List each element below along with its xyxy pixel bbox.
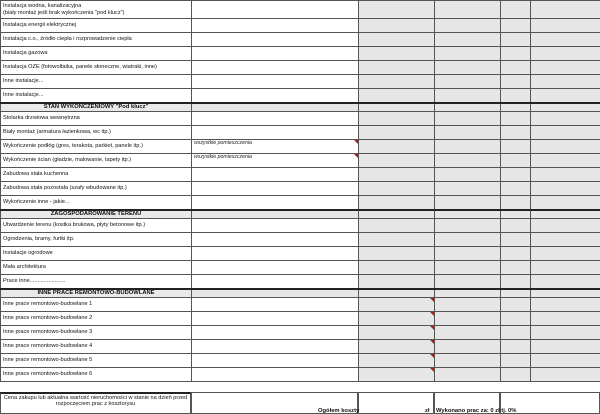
row-label: Instalacja gazowa bbox=[3, 50, 48, 57]
cell[interactable] bbox=[501, 47, 531, 61]
row-label-cell[interactable] bbox=[1, 126, 192, 140]
cell bbox=[359, 210, 435, 219]
cell[interactable] bbox=[531, 298, 600, 312]
cell[interactable] bbox=[501, 354, 531, 368]
cell[interactable] bbox=[501, 1, 531, 19]
cell bbox=[359, 103, 435, 112]
table-row bbox=[1, 168, 600, 182]
cell[interactable] bbox=[192, 275, 359, 289]
cell[interactable] bbox=[359, 19, 435, 33]
cell[interactable] bbox=[435, 47, 501, 61]
cell[interactable] bbox=[531, 247, 600, 261]
cell[interactable] bbox=[359, 196, 435, 210]
row-label-cell[interactable] bbox=[1, 219, 192, 233]
cell[interactable] bbox=[359, 89, 435, 103]
cell[interactable] bbox=[531, 368, 600, 382]
cell[interactable] bbox=[359, 47, 435, 61]
cell[interactable] bbox=[435, 19, 501, 33]
cell[interactable] bbox=[531, 33, 600, 47]
row-label-cell[interactable] bbox=[1, 182, 192, 196]
row-label: Wykończenie ścian (gładzie, malowanie, tapety itp.) bbox=[3, 157, 132, 164]
cell bbox=[501, 289, 531, 298]
cell[interactable] bbox=[501, 368, 531, 382]
row-label: Stolarka drzwiowa wewnętrzna bbox=[3, 115, 80, 122]
cell[interactable] bbox=[531, 1, 600, 19]
total-costs-label: Ogółem koszty bbox=[318, 408, 360, 414]
table-row bbox=[1, 219, 600, 233]
table-row bbox=[1, 340, 600, 354]
row-label-line: Instalacja wodna, kanalizacyjna bbox=[3, 3, 82, 10]
table-row bbox=[1, 47, 600, 61]
cell-note: wszystkie pomieszczenia bbox=[194, 140, 252, 146]
comment-marker-icon bbox=[430, 312, 434, 316]
cell[interactable] bbox=[359, 233, 435, 247]
cell[interactable] bbox=[192, 368, 359, 382]
cell[interactable] bbox=[359, 275, 435, 289]
cell bbox=[192, 210, 359, 219]
row-label-cell[interactable] bbox=[1, 247, 192, 261]
row-label-cell[interactable] bbox=[1, 140, 192, 154]
table-row bbox=[1, 61, 600, 75]
cell[interactable] bbox=[359, 154, 435, 168]
cell[interactable] bbox=[359, 354, 435, 368]
cell[interactable] bbox=[359, 219, 435, 233]
cell[interactable] bbox=[435, 182, 501, 196]
table-row bbox=[1, 275, 600, 289]
cell[interactable] bbox=[359, 312, 435, 326]
cell[interactable] bbox=[501, 140, 531, 154]
row-label-cell[interactable] bbox=[1, 47, 192, 61]
table-row bbox=[1, 261, 600, 275]
row-label: Wykończenie inne - jakie... bbox=[3, 199, 70, 206]
cell[interactable] bbox=[192, 219, 359, 233]
cell[interactable] bbox=[501, 219, 531, 233]
cell[interactable] bbox=[435, 368, 501, 382]
cell[interactable] bbox=[501, 340, 531, 354]
cell[interactable] bbox=[435, 75, 501, 89]
cell[interactable] bbox=[435, 126, 501, 140]
cell[interactable] bbox=[359, 247, 435, 261]
cell[interactable] bbox=[192, 312, 359, 326]
cell[interactable] bbox=[501, 182, 531, 196]
row-label-cell[interactable] bbox=[1, 340, 192, 354]
cell[interactable] bbox=[531, 112, 600, 126]
section-title: STAN WYKOŃCZENIOWY "Pod klucz" bbox=[1, 103, 192, 112]
cell[interactable] bbox=[359, 75, 435, 89]
table-row bbox=[1, 112, 600, 126]
cell[interactable] bbox=[192, 233, 359, 247]
cell[interactable] bbox=[531, 75, 600, 89]
cell bbox=[501, 103, 531, 112]
row-label-cell[interactable] bbox=[1, 61, 192, 75]
cell[interactable] bbox=[531, 196, 600, 210]
table-row bbox=[1, 126, 600, 140]
cell[interactable] bbox=[435, 261, 501, 275]
row-label: Inne prace remontowo-budowlane 2 bbox=[3, 315, 93, 322]
table-row bbox=[1, 182, 600, 196]
cell[interactable] bbox=[435, 33, 501, 47]
cell[interactable] bbox=[501, 19, 531, 33]
cell[interactable] bbox=[501, 298, 531, 312]
table-row bbox=[1, 75, 600, 89]
cell bbox=[435, 289, 501, 298]
cell bbox=[359, 289, 435, 298]
table-row bbox=[1, 89, 600, 103]
row-label-cell[interactable] bbox=[1, 298, 192, 312]
table-row bbox=[1, 19, 600, 33]
cell[interactable] bbox=[435, 354, 501, 368]
cell[interactable] bbox=[192, 354, 359, 368]
cell[interactable] bbox=[192, 168, 359, 182]
cell[interactable] bbox=[435, 154, 501, 168]
row-label: Inne prace remontowo-budowlane 1 bbox=[3, 301, 93, 308]
cell[interactable] bbox=[435, 247, 501, 261]
row-label: Utwardzenie terenu (kostka brukowa, płyty betonowe itp.) bbox=[3, 222, 146, 229]
row-label-cell[interactable] bbox=[1, 233, 192, 247]
cell bbox=[435, 210, 501, 219]
row-label: Zabudowa stała kuchenna bbox=[3, 171, 69, 178]
comment-marker-icon bbox=[430, 354, 434, 358]
cell[interactable] bbox=[359, 168, 435, 182]
cell[interactable] bbox=[359, 261, 435, 275]
cell[interactable] bbox=[531, 354, 600, 368]
row-label: Mała architektura bbox=[3, 264, 46, 271]
cell[interactable] bbox=[531, 168, 600, 182]
row-label: Inne prace remontowo-budowlane 4 bbox=[3, 343, 93, 350]
cell[interactable] bbox=[359, 112, 435, 126]
cell[interactable] bbox=[359, 340, 435, 354]
row-label: Inne prace remontowo-budowlane 3 bbox=[3, 329, 93, 336]
cell[interactable] bbox=[531, 326, 600, 340]
cell[interactable] bbox=[358, 392, 434, 414]
note-cell[interactable] bbox=[192, 140, 359, 154]
table-row bbox=[1, 33, 600, 47]
row-label-cell[interactable] bbox=[1, 261, 192, 275]
cell[interactable] bbox=[501, 326, 531, 340]
table-row bbox=[1, 298, 600, 312]
cell-note: wszystkie pomieszczenia bbox=[194, 154, 252, 160]
cell[interactable] bbox=[531, 154, 600, 168]
cell[interactable] bbox=[435, 326, 501, 340]
cell[interactable] bbox=[359, 33, 435, 47]
cell[interactable] bbox=[531, 340, 600, 354]
table-row bbox=[1, 1, 600, 19]
row-label-cell[interactable] bbox=[1, 168, 192, 182]
cell[interactable] bbox=[531, 219, 600, 233]
row-label: Zabudowa stała pozostała (szafy wbudowane itp.) bbox=[3, 185, 127, 192]
cell[interactable] bbox=[192, 112, 359, 126]
cell[interactable] bbox=[501, 312, 531, 326]
section-title: ZAGOSPODAROWANIE TERENU bbox=[1, 210, 192, 219]
cell[interactable] bbox=[435, 89, 501, 103]
row-label: Inne instalacje... bbox=[3, 92, 44, 99]
row-label: Inne instalacje... bbox=[3, 78, 44, 85]
cell[interactable] bbox=[192, 126, 359, 140]
cell[interactable] bbox=[501, 89, 531, 103]
cell[interactable] bbox=[531, 61, 600, 75]
purchase-price-label[interactable]: Cena zakupu lub aktualna wartość nieruchomości w stanie na dzień przed rozpoczęciem prac z kosztorysu bbox=[0, 392, 191, 414]
section-header-row bbox=[1, 289, 600, 298]
row-label-cell[interactable] bbox=[1, 154, 192, 168]
cell bbox=[501, 210, 531, 219]
cell[interactable] bbox=[501, 247, 531, 261]
cell[interactable] bbox=[501, 112, 531, 126]
row-label: Prace inne....................... bbox=[3, 278, 66, 285]
cell[interactable] bbox=[531, 140, 600, 154]
cell[interactable] bbox=[531, 126, 600, 140]
row-label-cell[interactable] bbox=[1, 112, 192, 126]
row-label-line: (biały montaż jeśli brak wykończenia "pod klucz") bbox=[3, 9, 125, 16]
cell[interactable] bbox=[501, 196, 531, 210]
table-row bbox=[1, 326, 600, 340]
cell[interactable] bbox=[531, 47, 600, 61]
row-label-cell[interactable] bbox=[1, 19, 192, 33]
cell[interactable] bbox=[192, 75, 359, 89]
row-label-cell[interactable] bbox=[1, 275, 192, 289]
row-label-cell[interactable] bbox=[1, 89, 192, 103]
cell[interactable] bbox=[531, 19, 600, 33]
cell bbox=[531, 289, 600, 298]
comment-marker-icon bbox=[430, 340, 434, 344]
row-label: Biały montaż (armatura łazienkowa, wc itp.) bbox=[3, 129, 111, 136]
cell[interactable] bbox=[192, 89, 359, 103]
cell[interactable] bbox=[531, 182, 600, 196]
row-label-cell[interactable] bbox=[1, 196, 192, 210]
row-label-cell[interactable] bbox=[1, 75, 192, 89]
cell[interactable] bbox=[501, 261, 531, 275]
table-row bbox=[1, 196, 600, 210]
cell[interactable] bbox=[192, 326, 359, 340]
cell[interactable] bbox=[435, 219, 501, 233]
cell[interactable] bbox=[435, 1, 501, 19]
cell[interactable] bbox=[435, 140, 501, 154]
cell[interactable] bbox=[531, 312, 600, 326]
cell[interactable] bbox=[192, 33, 359, 47]
cell[interactable] bbox=[359, 61, 435, 75]
cell[interactable] bbox=[435, 298, 501, 312]
cell[interactable] bbox=[359, 298, 435, 312]
cell[interactable] bbox=[192, 247, 359, 261]
cell[interactable] bbox=[501, 275, 531, 289]
row-label-cell[interactable] bbox=[1, 354, 192, 368]
cell[interactable] bbox=[501, 75, 531, 89]
cell[interactable] bbox=[531, 275, 600, 289]
section-header-row bbox=[1, 103, 600, 112]
cell bbox=[531, 210, 600, 219]
row-label: Inne prace remontowo-budowlane 6 bbox=[3, 371, 93, 378]
cell[interactable] bbox=[435, 168, 501, 182]
cell[interactable] bbox=[435, 61, 501, 75]
cell[interactable] bbox=[359, 126, 435, 140]
cell[interactable] bbox=[531, 233, 600, 247]
row-label: Instalacja OZE (fotowoltaika, panele słoneczne, wiatraki, inne) bbox=[3, 64, 157, 71]
cell[interactable] bbox=[531, 261, 600, 275]
row-label-cell[interactable] bbox=[1, 326, 192, 340]
row-label: Inne prace remontowo-budowlane 5 bbox=[3, 357, 93, 364]
row-label: Ogrodzenia, bramy, furtki itp. bbox=[3, 236, 75, 243]
section-title: INNE PRACE REMONTOWO-BUDOWLANE bbox=[1, 289, 192, 298]
row-label: Instalacja energii elektrycznej bbox=[3, 22, 77, 29]
table-row bbox=[1, 140, 600, 154]
cell[interactable] bbox=[192, 1, 359, 19]
table-row bbox=[1, 368, 600, 382]
cell[interactable] bbox=[435, 312, 501, 326]
cell[interactable] bbox=[192, 261, 359, 275]
table-row bbox=[1, 233, 600, 247]
row-label-cell[interactable] bbox=[1, 312, 192, 326]
table-row bbox=[1, 312, 600, 326]
cell bbox=[435, 103, 501, 112]
cell[interactable] bbox=[359, 140, 435, 154]
table-row bbox=[1, 154, 600, 168]
cell[interactable] bbox=[501, 233, 531, 247]
cell[interactable] bbox=[501, 126, 531, 140]
comment-marker-icon bbox=[354, 154, 358, 158]
cell[interactable] bbox=[501, 61, 531, 75]
cell[interactable] bbox=[501, 154, 531, 168]
comment-marker-icon bbox=[354, 140, 358, 144]
cell[interactable] bbox=[192, 298, 359, 312]
section-header-row bbox=[1, 210, 600, 219]
cell[interactable] bbox=[501, 168, 531, 182]
row-label-cell[interactable] bbox=[1, 368, 192, 382]
cell[interactable] bbox=[435, 233, 501, 247]
cell[interactable] bbox=[359, 326, 435, 340]
comment-marker-icon bbox=[430, 326, 434, 330]
row-label: Instalacje ogrodowe bbox=[3, 250, 53, 257]
currency-label: zł bbox=[425, 408, 430, 414]
row-label-cell[interactable] bbox=[1, 33, 192, 47]
cell[interactable] bbox=[435, 112, 501, 126]
cell[interactable] bbox=[192, 47, 359, 61]
cell[interactable] bbox=[192, 61, 359, 75]
comment-marker-icon bbox=[430, 368, 434, 372]
cell bbox=[531, 103, 600, 112]
cell[interactable] bbox=[435, 196, 501, 210]
cell bbox=[192, 289, 359, 298]
cell[interactable] bbox=[192, 19, 359, 33]
row-label-cell[interactable] bbox=[1, 1, 192, 19]
comment-marker-icon bbox=[430, 298, 434, 302]
cell[interactable] bbox=[359, 368, 435, 382]
cell[interactable] bbox=[531, 89, 600, 103]
table-row bbox=[1, 354, 600, 368]
row-label: Instalacja c.o., źródło ciepła i rozprowadzenie ciepła bbox=[3, 36, 132, 43]
cell[interactable] bbox=[359, 1, 435, 19]
note-cell[interactable] bbox=[192, 154, 359, 168]
progress-summary: Wykonano prac za: 0 zł tj. 0% bbox=[436, 408, 517, 414]
cell[interactable] bbox=[192, 340, 359, 354]
cell[interactable] bbox=[359, 182, 435, 196]
table-row bbox=[1, 247, 600, 261]
cell[interactable] bbox=[501, 33, 531, 47]
row-label: Wykończenie podłóg (gres, terakota, parkiet, panele itp.) bbox=[3, 143, 143, 150]
cell[interactable] bbox=[435, 340, 501, 354]
cell bbox=[192, 103, 359, 112]
cell[interactable] bbox=[192, 196, 359, 210]
cell[interactable] bbox=[192, 182, 359, 196]
cell[interactable] bbox=[435, 275, 501, 289]
